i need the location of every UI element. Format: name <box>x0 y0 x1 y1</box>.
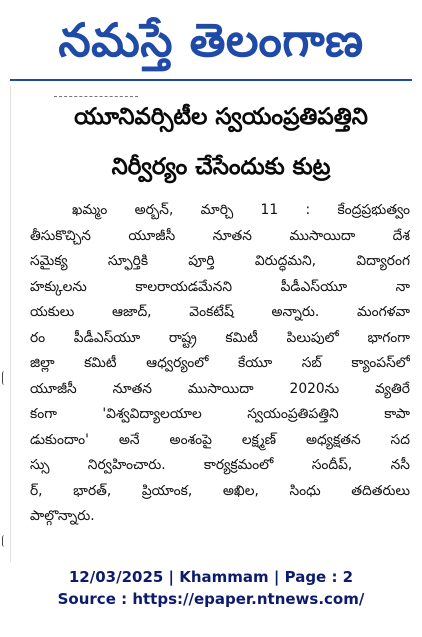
article-body-line: కంగా 'విశ్వవిద్యాలయాల స్వయంప్రతిపత్తిని కాపా <box>30 406 410 422</box>
adjacent-column-edge <box>0 86 11 562</box>
article-body-line: తీసుకొచ్చిన యూజీసీ నూతన ముసాయిదా దేశ <box>30 227 410 244</box>
article-body-line: ర్, భారత్, ప్రియాంక, అఖిల, సింధు తదితరులు <box>30 482 410 499</box>
article-headline-line-1: యూనివర్సిటీల స్వయంప్రతిపత్తిని <box>74 104 368 130</box>
article-body-line: స్సు నిర్వహించారు. కార్యక్రమంలో సందీప్, నసీ <box>30 457 410 473</box>
article-body-line: యూజీసీ నూతన ముసాయిదా 2020ను వ్యతిరే <box>30 380 410 397</box>
article-body-line: రం పీడీఎస్‌యూ రాష్ట్ర కమిటీ పిలుపులో భాగంగా <box>30 329 410 346</box>
cropped-kicker <box>54 88 138 97</box>
adjacent-column-glyph <box>2 535 7 547</box>
masthead-divider <box>10 79 412 81</box>
article-body-line: జిల్లా కమిటీ ఆధ్వర్యంలో కేయూ సబ్ క్యాంపస్‌లో <box>30 355 410 371</box>
article-body-line: డుకుందాం' అనే అంశంపై లక్ష్మణ్ అధ్యక్షతన సద <box>30 431 410 448</box>
date-location-page: 12/03/2025 | Khammam | Page : 2 <box>68 568 354 586</box>
article-clipping <box>0 86 422 562</box>
source-url: Source : https://epaper.ntnews.com/ <box>57 590 365 608</box>
article-body-line: ఖమ్మం అర్బన్, మార్చి 11 : కేంద్రప్రభుత్వం <box>72 202 410 218</box>
article-body <box>30 198 410 530</box>
article-body-line: సమైక్య స్ఫూర్తికి పూర్తి విరుద్ధమని, విద్యారంగ <box>30 253 410 269</box>
adjacent-column-glyph <box>2 371 7 385</box>
article-body-line: యకులు ఆజాద్, వెంకటేష్ అన్నారు. మంగళవా <box>30 304 410 320</box>
newspaper-logo-title: నమస్తే తెలంగాణ <box>58 13 364 67</box>
masthead <box>0 0 422 76</box>
article-headline-line-2: నిర్వీర్యం చేసేందుకు కుట్ర <box>111 154 331 180</box>
article-body-line: హక్కులను కాలరాయడమేనని పీడీఎస్‌యూ నా <box>30 278 410 295</box>
article-body-line: పాల్గొన్నారు. <box>30 508 95 524</box>
source-footer <box>0 566 422 610</box>
